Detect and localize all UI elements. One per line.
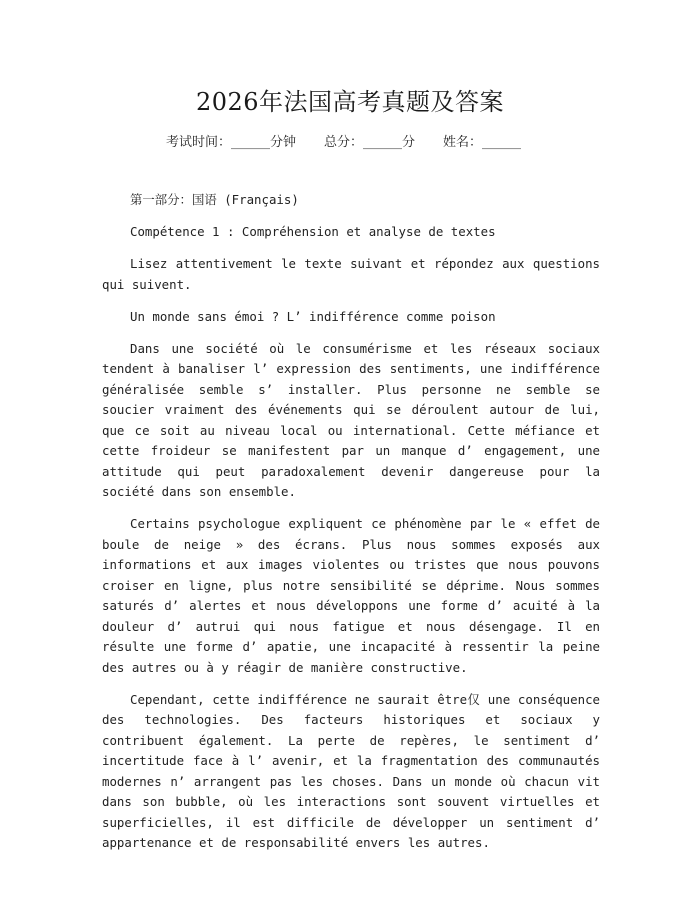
exam-score-label: 总分：______分: [324, 135, 416, 150]
instruction-paragraph: Lisez attentivement le texte suivant et répondez aux questions qui suivent.: [102, 256, 600, 292]
text-paragraph-3: Cependant, cette indifférence ne saurait être仅 une conséquence des technologies. Des facteurs historiques et sociaux y contribuent également. La perte de repères, le sentiment d’ incertitude face à l’ avenir, et la fragmentation des communautés modernes n’ arrangent pas les choses. Dans un monde où chacun vit dans son bubble, où les interactions sont souvent virtuelles et superficielles, il est difficile de développer un sentiment d’ appartenance et de responsabilité envers les autres.: [102, 691, 600, 850]
text-title: Un monde sans émoi ? L’ indifférence comme poison: [130, 308, 496, 324]
section-heading: 第一部分：国语 (Français): [130, 192, 299, 207]
exam-time-label: 考试时间：______分钟: [166, 135, 297, 150]
document-body: [102, 190, 600, 865]
competence-heading: Compétence 1 : Compréhension et analyse de textes: [130, 224, 496, 239]
text-paragraph-2: Certains psychologue expliquent ce phénomène par le « effet de boule de neige » des écrans. Plus nous sommes exposés aux informations et aux images violentes ou tristes que nous pouvons croiser en ligne, plus notre sensibilité se déprime. Nous sommes saturés d’ alertes et nous développons une forme d’ acuité à la douleur d’ autrui qui nous fatigue et nous désengage. Il en résulte une forme d’ apatie, une incapacité à ressentir la peine des autres ou à y réagir de manière constructive.: [102, 516, 600, 675]
text-paragraph-1: Dans une société où le consumérisme et les réseaux sociaux tendent à banaliser l’ expression des sentiments, une indifférence généralisée semble s’ installer. Plus personne ne semble se soucier vraiment des événements qui se déroulent autour de lui, que ce soit au niveau local ou international. Cette méfiance et cette froideur se manifestent par un manque d’ engagement, une attitude qui peut paradoxalement devenir dangereuse pour la société dans son ensemble.: [102, 340, 600, 499]
student-name-label: 姓名：______: [443, 135, 522, 150]
document-title: 2026年法国高考真题及答案: [195, 88, 505, 116]
exam-meta: [166, 131, 626, 150]
